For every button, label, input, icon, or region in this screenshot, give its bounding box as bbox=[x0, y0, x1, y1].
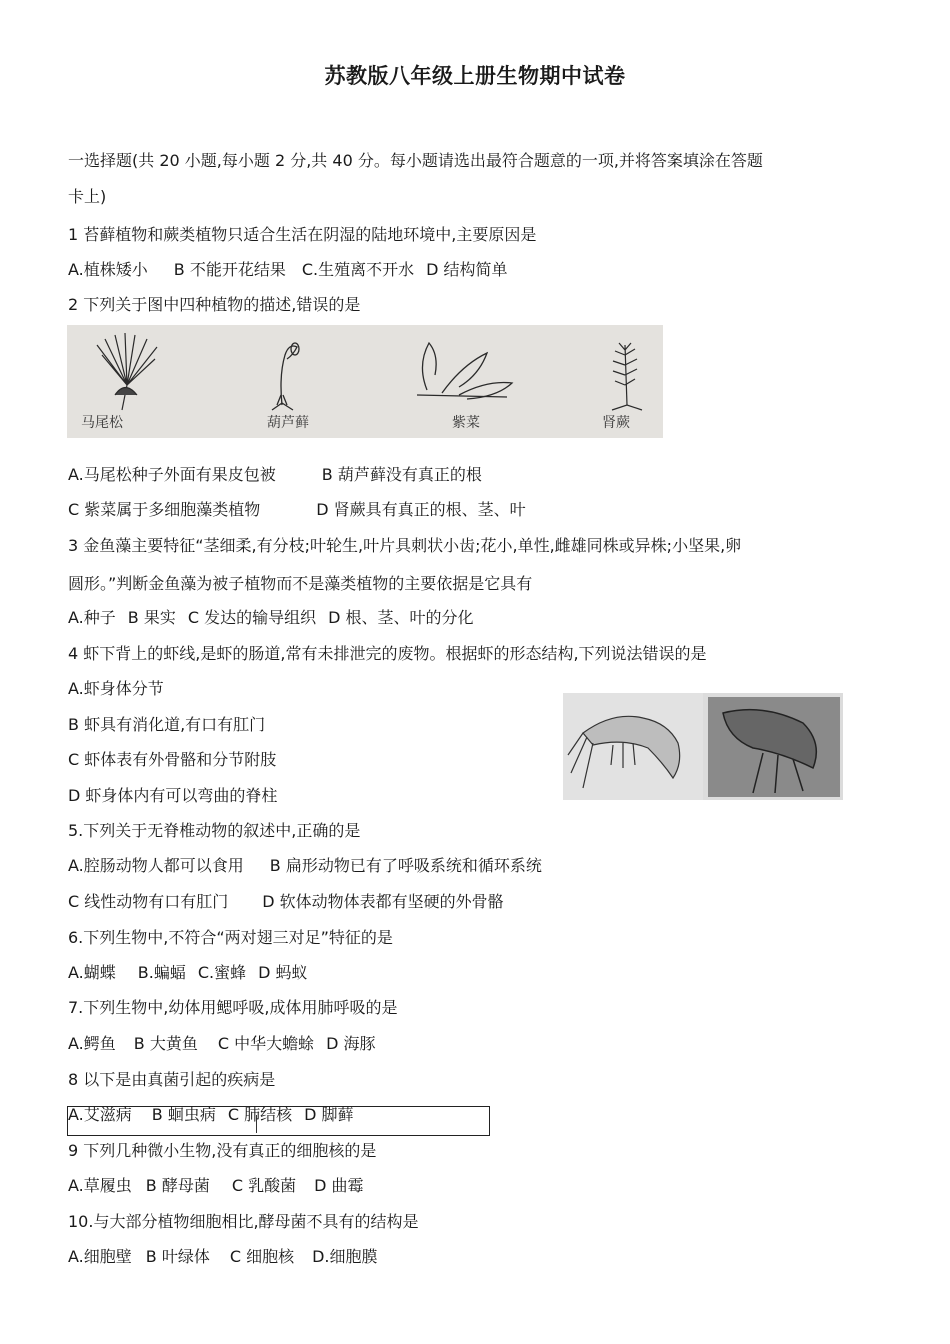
fern-drawing bbox=[612, 343, 642, 410]
q2-option-d: D 肾蕨具有真正的根、茎、叶 bbox=[316, 500, 526, 519]
q6-stem: 6.下列生物中,不符合“两对翅三对足”特征的是 bbox=[68, 928, 393, 947]
q9-options bbox=[68, 1173, 364, 1196]
q5-option-b: B 扁形动物已有了呼吸系统和循环系统 bbox=[269, 856, 542, 875]
q5-stem: 5.下列关于无脊椎动物的叙述中,正确的是 bbox=[68, 821, 361, 840]
figure-label-fern: 肾蕨 bbox=[602, 415, 630, 431]
q10-stem: 10.与大部分植物细胞相比,酵母菌不具有的结构是 bbox=[68, 1212, 419, 1231]
q7-stem: 7.下列生物中,幼体用鳃呼吸,成体用肺呼吸的是 bbox=[68, 998, 398, 1017]
q3-option-b: B 果实 bbox=[127, 608, 176, 627]
q7-option-b: B 大黄鱼 bbox=[133, 1034, 198, 1053]
q4-stem: 4 虾下背上的虾线,是虾的肠道,常有未排泄完的废物。根据虾的形态结构,下列说法错误的是 bbox=[68, 644, 707, 663]
q5-option-a: A.腔肠动物人都可以食用 bbox=[68, 856, 244, 875]
q8-option-b: B 蛔虫病 bbox=[151, 1105, 216, 1124]
q6-options bbox=[68, 960, 308, 983]
q10-option-c: C 细胞核 bbox=[229, 1247, 295, 1266]
q6-option-a: A.蝴蝶 bbox=[68, 963, 116, 982]
q7-option-c: C 中华大蟾蜍 bbox=[217, 1034, 315, 1053]
section-heading-cont: 卡上) bbox=[68, 187, 107, 206]
q9-option-b: B 酵母菌 bbox=[145, 1176, 210, 1195]
q8-option-d: D 脚藓 bbox=[304, 1105, 354, 1124]
q2-option-b: B 葫芦藓没有真正的根 bbox=[321, 465, 482, 484]
shrimp-figure bbox=[563, 693, 843, 800]
q6-option-c: C.蜜蜂 bbox=[197, 963, 247, 982]
q3-option-d: D 根、茎、叶的分化 bbox=[328, 608, 474, 627]
q2-option-c: C 紫菜属于多细胞藻类植物 bbox=[68, 500, 261, 519]
q1-option-a: A.植株矮小 bbox=[68, 260, 148, 279]
pine-drawing bbox=[97, 333, 157, 410]
q9-stem: 9 下列几种微小生物,没有真正的细胞核的是 bbox=[68, 1141, 377, 1160]
q3-option-c: C 发达的输导组织 bbox=[187, 608, 317, 627]
q9-option-c: C 乳酸菌 bbox=[231, 1176, 297, 1195]
q5-options-row1 bbox=[68, 853, 542, 876]
q3-options bbox=[68, 605, 474, 628]
q3-stem: 3 金鱼藻主要特征“茎细柔,有分枝;叶轮生,叶片具刺状小齿;花小,单性,雌雄同株或异株;小坚果,卵 bbox=[68, 536, 742, 555]
figure-label-laver: 紫菜 bbox=[452, 415, 480, 431]
q10-options bbox=[68, 1244, 378, 1267]
q7-option-d: D 海豚 bbox=[326, 1034, 376, 1053]
figure-label-moss: 葫芦藓 bbox=[267, 415, 309, 431]
q6-option-b: B.蝙蝠 bbox=[137, 963, 186, 982]
laver-drawing bbox=[417, 343, 512, 399]
q10-option-b: B 叶绿体 bbox=[145, 1247, 210, 1266]
q1-option-c: C.生殖离不开水 bbox=[301, 260, 415, 279]
q8-stem: 8 以下是由真菌引起的疾病是 bbox=[68, 1070, 276, 1089]
q1-option-b: B 不能开花结果 bbox=[173, 260, 286, 279]
q9-option-d: D 曲霉 bbox=[314, 1176, 364, 1195]
section-heading: 一选择题(共 20 小题,每小题 2 分,共 40 分。每小题请选出最符合题意的一项,并将答案填涂在答题 bbox=[68, 151, 763, 170]
q4-option-d: D 虾身体内有可以弯曲的脊柱 bbox=[68, 786, 278, 805]
q8-option-c: C 肺结核 bbox=[227, 1105, 293, 1124]
q2-option-a: A.马尾松种子外面有果皮包被 bbox=[68, 465, 276, 484]
q1-options bbox=[68, 257, 508, 280]
q5-option-c: C 线性动物有口有肛门 bbox=[68, 892, 229, 911]
q3-stem-cont: 圆形。”判断金鱼藻为被子植物而不是藻类植物的主要依据是它具有 bbox=[68, 574, 533, 593]
q7-options bbox=[68, 1031, 376, 1054]
q2-stem: 2 下列关于图中四种植物的描述,错误的是 bbox=[68, 295, 361, 314]
plants-figure bbox=[67, 325, 663, 438]
q4-option-c: C 虾体表有外骨骼和分节附肢 bbox=[68, 750, 277, 769]
q5-option-d: D 软体动物体表都有坚硬的外骨骼 bbox=[262, 892, 504, 911]
q1-stem: 1 苔藓植物和蕨类植物只适合生活在阴湿的陆地环境中,主要原因是 bbox=[68, 225, 537, 244]
q3-option-a: A.种子 bbox=[68, 608, 116, 627]
q1-option-d: D 结构简单 bbox=[426, 260, 508, 279]
q4-option-b: B 虾具有消化道,有口有肛门 bbox=[68, 715, 266, 734]
q2-options-row2 bbox=[68, 497, 526, 520]
q5-options-row2 bbox=[68, 889, 504, 912]
q2-options-row1 bbox=[68, 462, 482, 485]
q6-option-d: D 蚂蚁 bbox=[258, 963, 308, 982]
plants-illustration bbox=[67, 325, 663, 438]
shrimp-illustration bbox=[563, 693, 843, 800]
q10-option-d: D.细胞膜 bbox=[312, 1247, 378, 1266]
moss-drawing bbox=[272, 343, 299, 410]
q9-option-a: A.草履虫 bbox=[68, 1176, 132, 1195]
q8-options bbox=[68, 1102, 354, 1125]
page-title: 苏教版八年级上册生物期中试卷 bbox=[324, 64, 626, 88]
q10-option-a: A.细胞壁 bbox=[68, 1247, 132, 1266]
q7-option-a: A.鳄鱼 bbox=[68, 1034, 116, 1053]
q4-option-a: A.虾身体分节 bbox=[68, 679, 164, 698]
q8-option-a: A.艾滋病 bbox=[68, 1105, 132, 1124]
figure-label-pine: 马尾松 bbox=[81, 415, 123, 431]
